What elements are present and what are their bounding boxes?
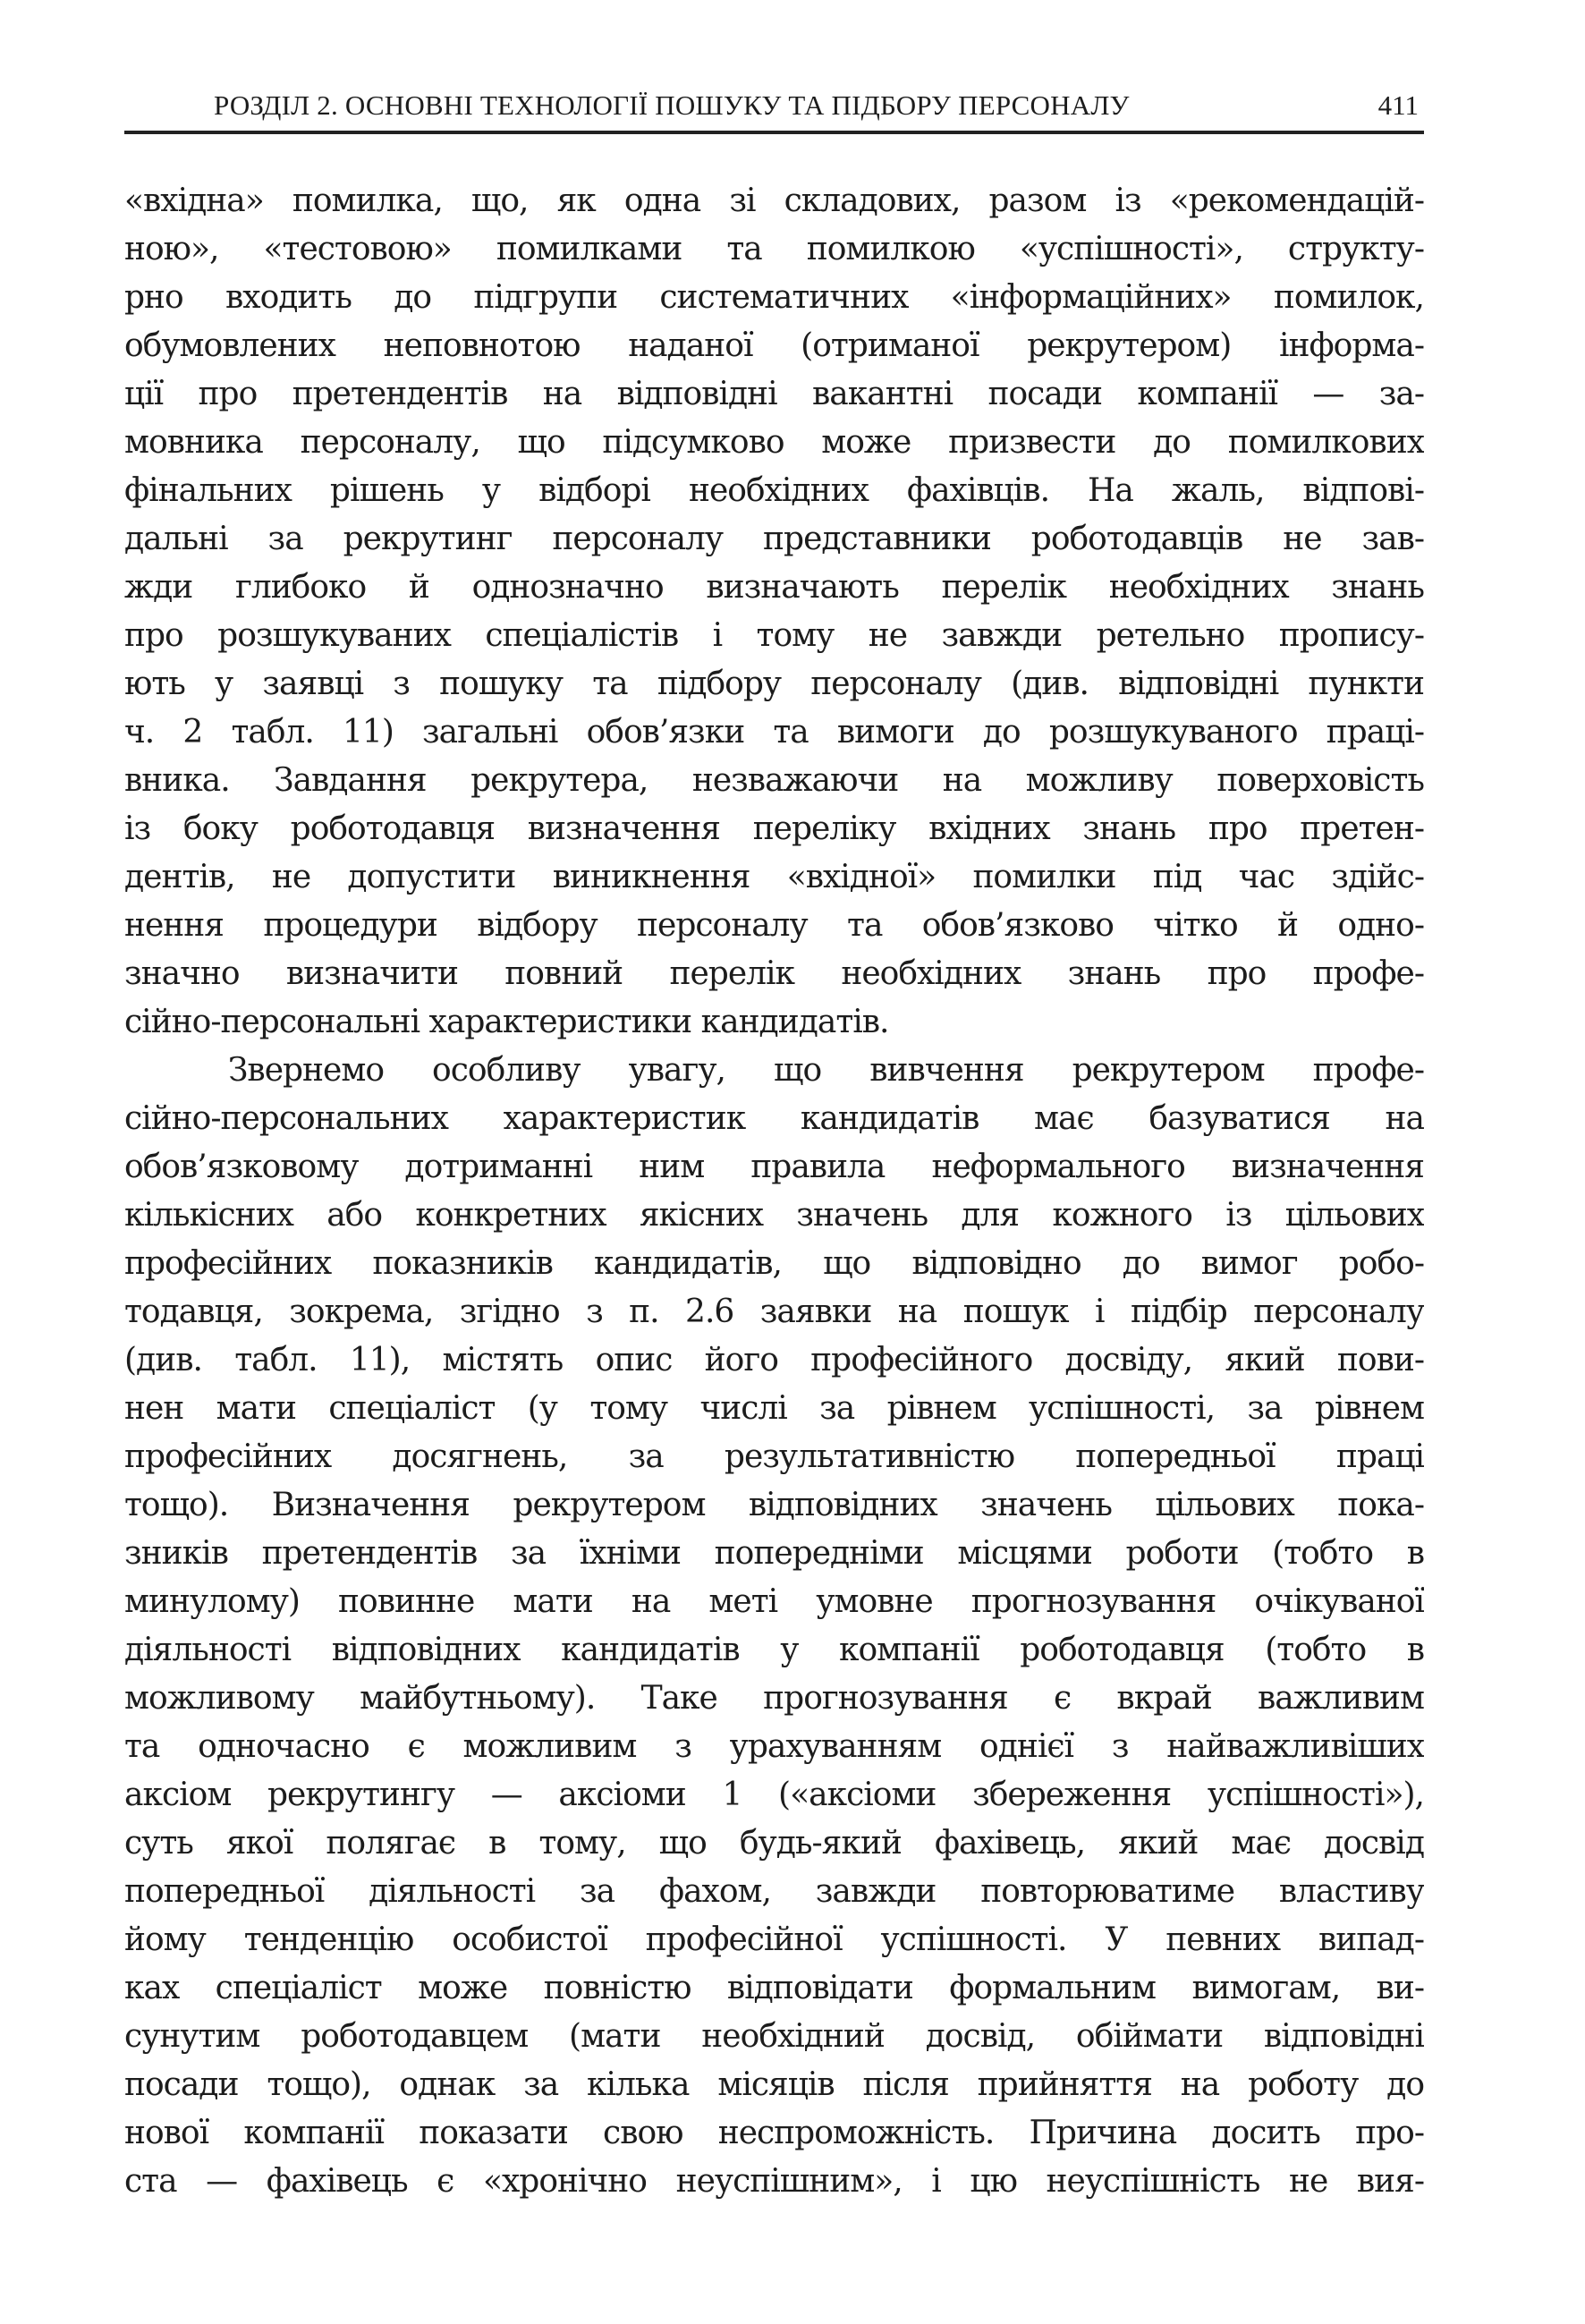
text-line: «вхідна» помилка, що, як одна зі складових, разом із «рекомендацій- [124, 182, 1424, 219]
text-line: фінальних рішень у відборі необхідних фахівців. На жаль, відпові- [124, 472, 1424, 509]
text-line: йому тенденцію особистої професійної успішності. У певних випад- [124, 1921, 1424, 1958]
text-line: та одночасно є можливим з урахуванням однієї з найважливіших [124, 1728, 1424, 1765]
body-text [124, 177, 1424, 2206]
text-line: можливому майбутньому). Таке прогнозування є вкрай важливим [124, 1680, 1424, 1717]
text-line: значно визначити повний перелік необхідних знань про профе- [124, 955, 1424, 992]
text-line: обов’язковому дотриманні ним правила неформального визначення [124, 1149, 1424, 1185]
text-line: сійно-персональних характеристик кандидатів має базуватися на [124, 1100, 1424, 1137]
text-line: дальні за рекрутинг персоналу представники роботодавців не зав- [124, 521, 1424, 557]
text-line: професійних досягнень, за результативністю попередньої праці [124, 1438, 1424, 1475]
text-line: нової компанії показати свою неспроможність. Причина досить про- [124, 2115, 1424, 2151]
text-line: діяльності відповідних кандидатів у компанії роботодавця (тобто в [124, 1632, 1424, 1668]
text-line: ють у заявці з пошуку та підбору персоналу (див. відповідні пункти [124, 666, 1424, 702]
text-line: ч. 2 табл. 11) загальні обов’язки та вимоги до розшукуваного праці- [124, 714, 1424, 751]
text-line: жди глибоко й однозначно визначають перелік необхідних знань [124, 569, 1424, 606]
text-line: ста — фахівець є «хронічно неуспішним», і цю неуспішність не вия- [124, 2163, 1424, 2200]
text-line: нення процедури відбору персоналу та обов’язково чітко й одно- [124, 907, 1424, 944]
running-header [124, 86, 1424, 134]
text-line: нен мати спеціаліст (у тому числі за рівнем успішності, за рівнем [124, 1390, 1424, 1427]
text-line: Звернемо особливу увагу, що вивчення рекрутером профе- [228, 1052, 1424, 1089]
text-line: рно входить до підгрупи систематичних «інформаційних» помилок, [124, 279, 1424, 316]
text-line: ції про претендентів на відповідні вакантні посади компанії — за- [124, 376, 1424, 412]
text-line: посади тощо), однак за кілька місяців після прийняття на роботу до [124, 2066, 1424, 2103]
text-line: вника. Завдання рекрутера, незважаючи на можливу поверховість [124, 762, 1424, 799]
text-line: тодавця, зокрема, згідно з п. 2.6 заявки на пошук і підбір персоналу [124, 1293, 1424, 1330]
text-line: про розшукуваних спеціалістів і тому не завжди ретельно пропису- [124, 617, 1424, 654]
text-line: аксіом рекрутингу — аксіоми 1 («аксіоми збереження успішності»), [124, 1777, 1424, 1813]
running-title: РОЗДІЛ 2. ОСНОВНІ ТЕХНОЛОГІЇ ПОШУКУ ТА ПІДБОРУ ПЕРСОНАЛУ [214, 89, 1130, 121]
text-line: минулому) повинне мати на меті умовне прогнозування очікуваної [124, 1583, 1424, 1620]
text-line: ною», «тестовою» помилками та помилкою «успішності», структу- [124, 231, 1424, 267]
text-line: дентів, не допустити виникнення «вхідної» помилки під час здійс- [124, 859, 1424, 895]
text-line: кількісних або конкретних якісних значень для кожного із цільових [124, 1197, 1424, 1234]
text-line: із боку роботодавця визначення переліку вхідних знань про претен- [124, 810, 1424, 847]
text-line: сійно-персональні характеристики кандидатів. [124, 1004, 889, 1040]
text-line: попередньої діяльності за фахом, завжди повторюватиме властиву [124, 1873, 1424, 1910]
text-line: мовника персоналу, що підсумково може призвести до помилкових [124, 424, 1424, 461]
page-number: 411 [1377, 89, 1419, 121]
text-line: суть якої полягає в тому, що будь-який фахівець, який має досвід [124, 1825, 1424, 1862]
text-line: (див. табл. 11), містять опис його професійного досвіду, який пови- [124, 1342, 1424, 1378]
text-line: ках спеціаліст може повністю відповідати формальним вимогам, ви- [124, 1970, 1424, 2006]
text-line: тощо). Визначення рекрутером відповідних значень цільових пока- [124, 1487, 1424, 1523]
text-line: професійних показників кандидатів, що відповідно до вимог робо- [124, 1245, 1424, 1282]
text-line: обумовлених неповнотою наданої (отриманої рекрутером) інформа- [124, 327, 1424, 364]
text-line: сунутим роботодавцем (мати необхідний досвід, обіймати відповідні [124, 2018, 1424, 2055]
text-line: зників претендентів за їхніми попередніми місцями роботи (тобто в [124, 1535, 1424, 1572]
